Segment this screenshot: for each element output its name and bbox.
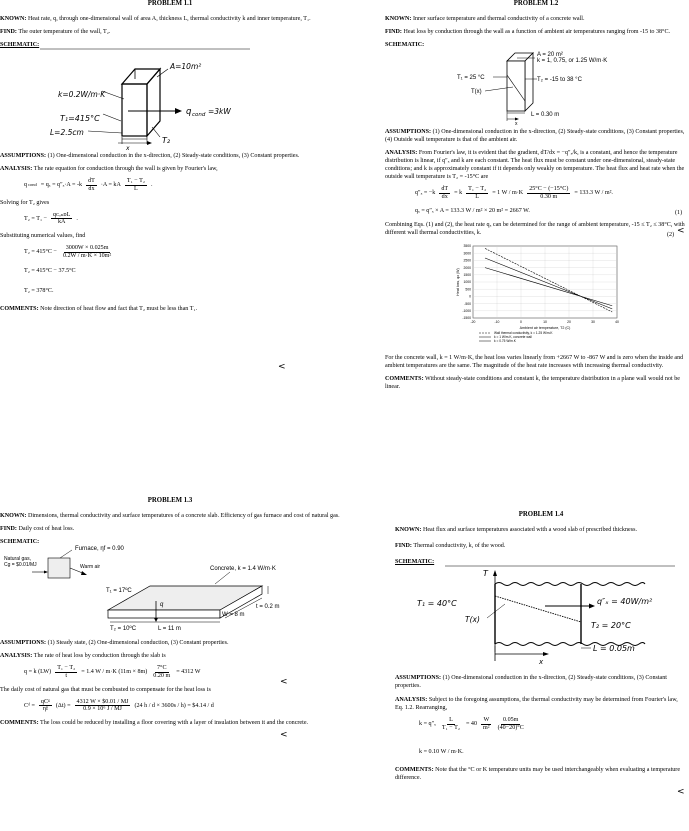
comments-text: The loss could be reduced by installing a floor covering with a layer of insulation between it and the concrete. [40,719,309,726]
y-tick-label: 2500 [463,258,471,263]
x-axis-label: x [515,121,518,128]
y-tick-label: -500 [464,301,471,306]
fraction-denominator: L [134,185,138,192]
area-label: A=10m² [170,62,202,72]
conductivity-label: k = 1, 0.75, or 1.25 W/m·K [537,58,608,65]
analysis-label: ANALYSIS: [0,166,33,173]
analysis-section [0,652,340,660]
known-text: Inner surface temperature and thermal conductivity of a concrete wall. [412,15,585,22]
t2-label: T₂ [162,136,171,146]
analysis-label: ANALYSIS: [0,653,33,660]
q-label: q [186,107,192,118]
heat-rate-equation [415,207,687,215]
x-tick-label: -20 [470,319,476,324]
find-section [395,542,687,550]
tx-label: T(x) [465,615,480,625]
fraction-numerator: qCᵍ [40,698,50,705]
answer-marker: < [278,362,286,372]
derivative-fraction [86,178,97,192]
thickness-label: L = 0.05m [593,644,635,654]
q-value-label: =3kW [208,107,231,117]
eq-mid2: ·A = kA [100,182,121,189]
problem-title: PROBLEM 1.2 [513,0,559,7]
t2-label: T₂ = 20°C [591,621,631,631]
known-label: KNOWN: [0,15,27,22]
heat-flux-equation [415,186,687,200]
problem-1-2 [385,0,687,396]
fraction-numerator: T₁ − T₂ [126,178,145,185]
comments-text: Note that the °C or K temperature units may be used interchangeably when evaluating a temperature difference. [395,766,681,781]
length-label: L=2.5cm [50,128,84,138]
answer-marker: < [677,787,685,797]
fraction-denominator: (40−20)°C [497,724,524,731]
warm-air-label: Warm air [80,564,101,571]
assumptions-section [0,639,340,647]
eq-lhs: T₂ = 415°C − [24,249,57,256]
t2-label: T₂ = 10ºC [110,626,137,633]
find-label: FIND: [395,543,412,549]
known-section [0,512,340,520]
y-tick-label: 1000 [463,279,471,284]
y-tick-label: 3500 [463,243,471,248]
analysis-text: The rate of heat loss by conduction through the slab is [33,653,166,660]
schematic-section [395,558,687,666]
fraction-numerator: 4312 W × $0.01 / MJ [76,698,129,705]
find-section [385,28,687,36]
y-tick-label: -1500 [462,315,471,320]
k-label: k=0.2W/m·K [58,90,106,100]
fraction-denominator: T₁ − T₂ [441,724,460,731]
eq-mid: = 1.4 W / m·K (11m × 8m) [81,669,148,676]
legend-label: k = 0.75 W/m.K [494,338,516,343]
assumptions-section [385,128,687,144]
schematic-section [385,41,687,128]
value-fraction [151,665,172,679]
find-section [0,28,340,36]
known-text: Heat rate, q, through one-dimensional wall of area A, thickness L, thermal conductivity k and inner temperature, T₁. [27,15,311,22]
eq-mid: = k [454,190,463,197]
assumptions-label: ASSUMPTIONS: [385,129,432,136]
answer-marker: < [280,677,288,687]
thickness-label: t = 0.2 m [256,604,280,611]
assumptions-section [395,674,687,690]
x-tick-label: 0 [520,319,522,324]
x-axis-label: x [126,145,130,153]
eq-end: = 133.3 W / m². [574,190,613,197]
find-label: FIND: [385,29,402,35]
comments-label: COMMENTS: [385,375,424,382]
unit-fraction [481,717,492,731]
natural-gas-label: Natural gas, [4,556,31,563]
find-label: FIND: [0,29,17,35]
eq-lhs: q = k (LW) [24,669,52,676]
answer-marker: < [677,226,685,236]
temperature-fraction [55,665,77,679]
concrete-label: Concrete, k = 1.4 W/m·K [210,566,276,573]
x-tick-label: 30 [591,319,595,324]
legend-label: Wall thermal conductivity, k = 1.25 W/m.K [494,330,553,335]
fraction-denominator: 0.30 m [540,193,558,200]
x-tick-label: -10 [494,319,500,324]
length-fraction [440,717,462,731]
known-section [385,15,687,23]
fraction-numerator: W [483,717,490,724]
known-label: KNOWN: [0,512,27,519]
find-text: The outer temperature of the wall, T₂. [18,29,111,35]
y-axis-title: Heat loss, qx (W) [456,267,460,296]
problem-1-1 [0,0,340,372]
daily-cost-text: The daily cost of natural gas that must be combusted to compensate for the heat loss is [0,686,211,693]
length-label: L = 11 m [158,626,181,633]
problem-title: PROBLEM 1.3 [147,497,193,504]
eq-mid: (Δt) = [55,702,71,709]
combining-text: Combining Eqs. (1) and (2), the heat rate qₓ can be determined for the range of ambient temperature, -15 ≤ T₂ ≤ 38°C, with different wall thermal conductivities, k. [385,221,685,236]
schematic-label: SCHEMATIC: [385,42,425,49]
conductivity-equation [419,717,687,731]
comments-section [0,305,340,313]
tx-label: T(x) [471,89,482,96]
numeric-fraction [61,245,113,259]
eq-end: = 4312 W [176,669,201,676]
fraction-denominator: t [65,672,68,679]
analysis-label: ANALYSIS: [385,150,418,157]
heat-flux-label: q″ₓ = 40W/m² [597,597,653,607]
analysis-label: ANALYSIS: [395,697,428,704]
assumptions-label: ASSUMPTIONS: [395,675,442,682]
q-sub-label: cond [192,112,206,119]
comments-section [0,719,340,727]
fraction-denominator: 0.9 × 10⁶ J / MJ [83,706,122,713]
x-axis-title: Ambient air temperature, T2 (C) [519,325,571,330]
cost-fraction [39,699,52,713]
assumptions-text: (1) One-dimensional conduction in the x-direction, (2) Steady-state conditions, (3) Constant properties. [395,675,667,690]
comments-label: COMMENTS: [0,306,39,313]
t1-label: T₁ = 25 °C [457,75,485,82]
furnace-label: Furnace, ηf = 0.90 [75,546,124,553]
equation-number: (1) [675,210,683,216]
value-fraction [527,186,570,200]
result-text: k = 0.10 W / m·K. [419,748,464,755]
comments-label: COMMENTS: [395,766,434,773]
t2-equation [24,212,340,226]
wood-slab-schematic [395,566,687,666]
eq-end: . [76,215,78,222]
slab-schematic [0,546,340,634]
comments-label: COMMENTS: [0,719,39,726]
heat-loss-chart [385,242,687,350]
cost-equation [24,699,340,713]
gas-cost-label: Cg = $0.01/MJ [4,562,37,569]
final-result [24,287,340,295]
fraction-denominator: m² [483,724,490,731]
temperature-fraction [125,178,147,192]
problem-1-4 [395,511,687,797]
eq-lhs-sub: cond [28,182,37,188]
fraction-numerator: T₁ − T₂ [57,665,76,672]
analysis-text: From Fourier's law, it is evident that the gradient, dT/dx = −q″ₓ/k, is a constant, and hence the temperature distribution is linear, if q″ₓ and k are each constant. The heat flux must be constant under one-dimensional, steady-state conditions; and k is approximately constant if it depends only weakly on temperature. The heat flux and heat rate when the outside wall temperature is T₂ = -15°C are [385,150,685,181]
known-label: KNOWN: [395,526,422,533]
fraction-numerator: dT [88,178,95,185]
legend-label: k = 1 W/m.K, concrete wall [494,334,532,339]
comments-text: Note direction of heat flow and fact that T₂ must be less than T₁. [40,306,198,313]
slab-heat-equation [24,665,340,679]
y-tick-label: 3000 [463,251,471,256]
known-label: KNOWN: [385,15,412,22]
substituting-text: Substituting numerical values, find [0,232,86,239]
y-tick-label: -1000 [462,308,471,313]
analysis-text: Subject to the foregoing assumptions, the thermal conductivity may be determined from Fourier's law, Eq. 1.2. Rearranging, [395,697,678,712]
width-label: W = 8 m [222,612,245,619]
eq-lhs: q″ₓ = −k [415,190,436,197]
known-text: Heat flux and surface temperatures associated with a wood slab of prescribed thickness. [422,526,637,533]
intermediate-result: T₂ = 415°C − 37.5°C [24,268,76,275]
find-text: Heat loss by conduction through the wall as a function of ambient air temperatures ranging from -15 to 38°C. [403,29,671,35]
fourier-equation [24,178,340,192]
analysis-text: The rate equation for conduction through the wall is given by Fourier's law, [33,166,218,173]
fraction-numerator: 0.05m [503,717,519,724]
y-tick-label: 1500 [463,272,471,277]
eq-end: . [150,182,153,189]
eq-end: (24 h / d × 3600s / h) = $4.14 / d [134,702,214,709]
fraction-numerator: 7°C [156,665,167,672]
y-tick-label: 500 [465,287,471,292]
answer-marker: < [280,730,288,740]
eq-lhs: q [24,182,28,189]
equation-number: (2) [667,232,675,238]
concrete-result-text: For the concrete wall, k = 1 W/m·K, the heat loss varies linearly from +2667 W to -867 W and is zero when the inside and ambient temperatures are the same. The magnitude of the heat rate increases with increasing thermal conductivity. [385,354,684,369]
find-label: FIND: [0,526,17,532]
schematic-label: SCHEMATIC: [0,42,40,49]
assumptions-label: ASSUMPTIONS: [0,640,47,647]
t1-label: T₁=415°C [60,114,100,124]
solving-text: Solving for T₂ gives [0,199,50,206]
x-tick-label: 10 [543,319,547,324]
heat-rate-text: qₓ = q″ₓ × A = 133.3 W / m² × 20 m² = 2667 W. [415,207,530,214]
fraction-denominator: L [475,193,480,200]
heat-loss-chart-svg [385,242,685,350]
problem-1-3 [0,497,340,740]
temperature-fraction [466,186,488,200]
fraction-numerator: L [449,717,453,724]
t2-label: T₂ = -15 to 38 °C [537,77,582,84]
analysis-section [385,149,687,181]
assumptions-label: ASSUMPTIONS: [0,153,47,160]
numeric-equation [24,245,340,259]
fraction-numerator: qᴄₒₙᴅL [53,211,71,218]
problem-title: PROBLEM 1.1 [147,0,193,7]
x-tick-label: 40 [615,319,619,324]
fraction-denominator: 0.20 m [153,672,171,679]
t-axis-label: T [483,569,488,579]
t1-label: T₁ = 40°C [417,599,457,609]
schematic-section [0,538,340,634]
value-fraction [75,699,131,713]
assumptions-text: (1) Steady state, (2) One-dimensional conduction, (3) Constant properties. [47,640,229,647]
eq-lhs: T₂ = T₁ − [24,215,48,222]
y-tick-label: 2000 [463,265,471,270]
known-section [0,15,340,23]
wall-schematic [0,49,340,153]
analysis-section [395,696,687,712]
find-text: Thermal conductivity, k, of the wood. [413,543,506,549]
eq-mid: = qₓ = q″ₓ·A = -k [40,182,83,189]
comments-section [395,766,687,782]
thickness-label: L = 0.30 m [531,112,560,119]
conductivity-result [419,748,687,756]
concrete-wall-schematic [385,49,687,128]
comments-section [385,375,687,391]
fraction-numerator: 3000W × 0.025m [65,245,109,251]
eq-mid: = 40 [465,721,478,728]
q-label: q [160,602,164,609]
schematic-label: SCHEMATIC: [395,559,435,566]
known-section [395,526,687,534]
value-fraction [496,717,526,731]
schematic-label: SCHEMATIC: [0,539,40,546]
known-text: Dimensions, thermal conductivity and surface temperatures of a concrete slab. Efficiency of gas furnace and cost of natural gas. [27,512,340,519]
analysis-section [0,165,340,173]
assumptions-text: (1) One-dimensional conduction in the x-direction, (2) Steady-state conditions, (3) Constant properties. [47,153,300,160]
find-text: Daily cost of heat loss. [18,526,75,532]
fraction-denominator: ηf [42,706,48,713]
x-axis-label: x [539,658,544,667]
assumptions-section [0,152,340,160]
eq-mid2: = 1 W / m·K [492,190,524,197]
fraction-denominator: dx [88,185,95,192]
assumptions-text: (1) One-dimensional conduction in the x-direction, (2) Steady-state conditions, (3) Constant properties, (4) Outside wall temperature is that of the ambient air. [385,129,685,144]
fraction-denominator: kA [57,219,66,226]
final-result-text: T₂ = 378°C. [24,288,54,295]
fraction-denominator: 0.2W / m·K × 10m² [62,252,112,259]
y-tick-label: 0 [469,294,471,299]
fraction-numerator: T₁ − T₂ [468,186,487,193]
eq-lhs: k = q″ₓ [419,721,436,728]
eq-lhs: Cᵈ = [24,702,35,709]
t2-fraction [51,212,72,226]
find-section [0,525,340,533]
fraction-numerator: dT [441,186,449,193]
area-label: A = 20 m² [537,52,563,59]
schematic-section [0,41,340,153]
derivative-fraction [439,186,450,200]
problem-title: PROBLEM 1.4 [518,511,564,518]
t1-label: T₁ = 17ºC [106,588,132,595]
comments-text: Without steady-state conditions and constant k, the temperature distribution in a plane wall would not be linear. [385,375,680,390]
x-tick-label: 20 [567,319,571,324]
fraction-numerator: 25°C − (−15°C) [529,186,569,193]
fraction-denominator: dx [441,193,448,200]
